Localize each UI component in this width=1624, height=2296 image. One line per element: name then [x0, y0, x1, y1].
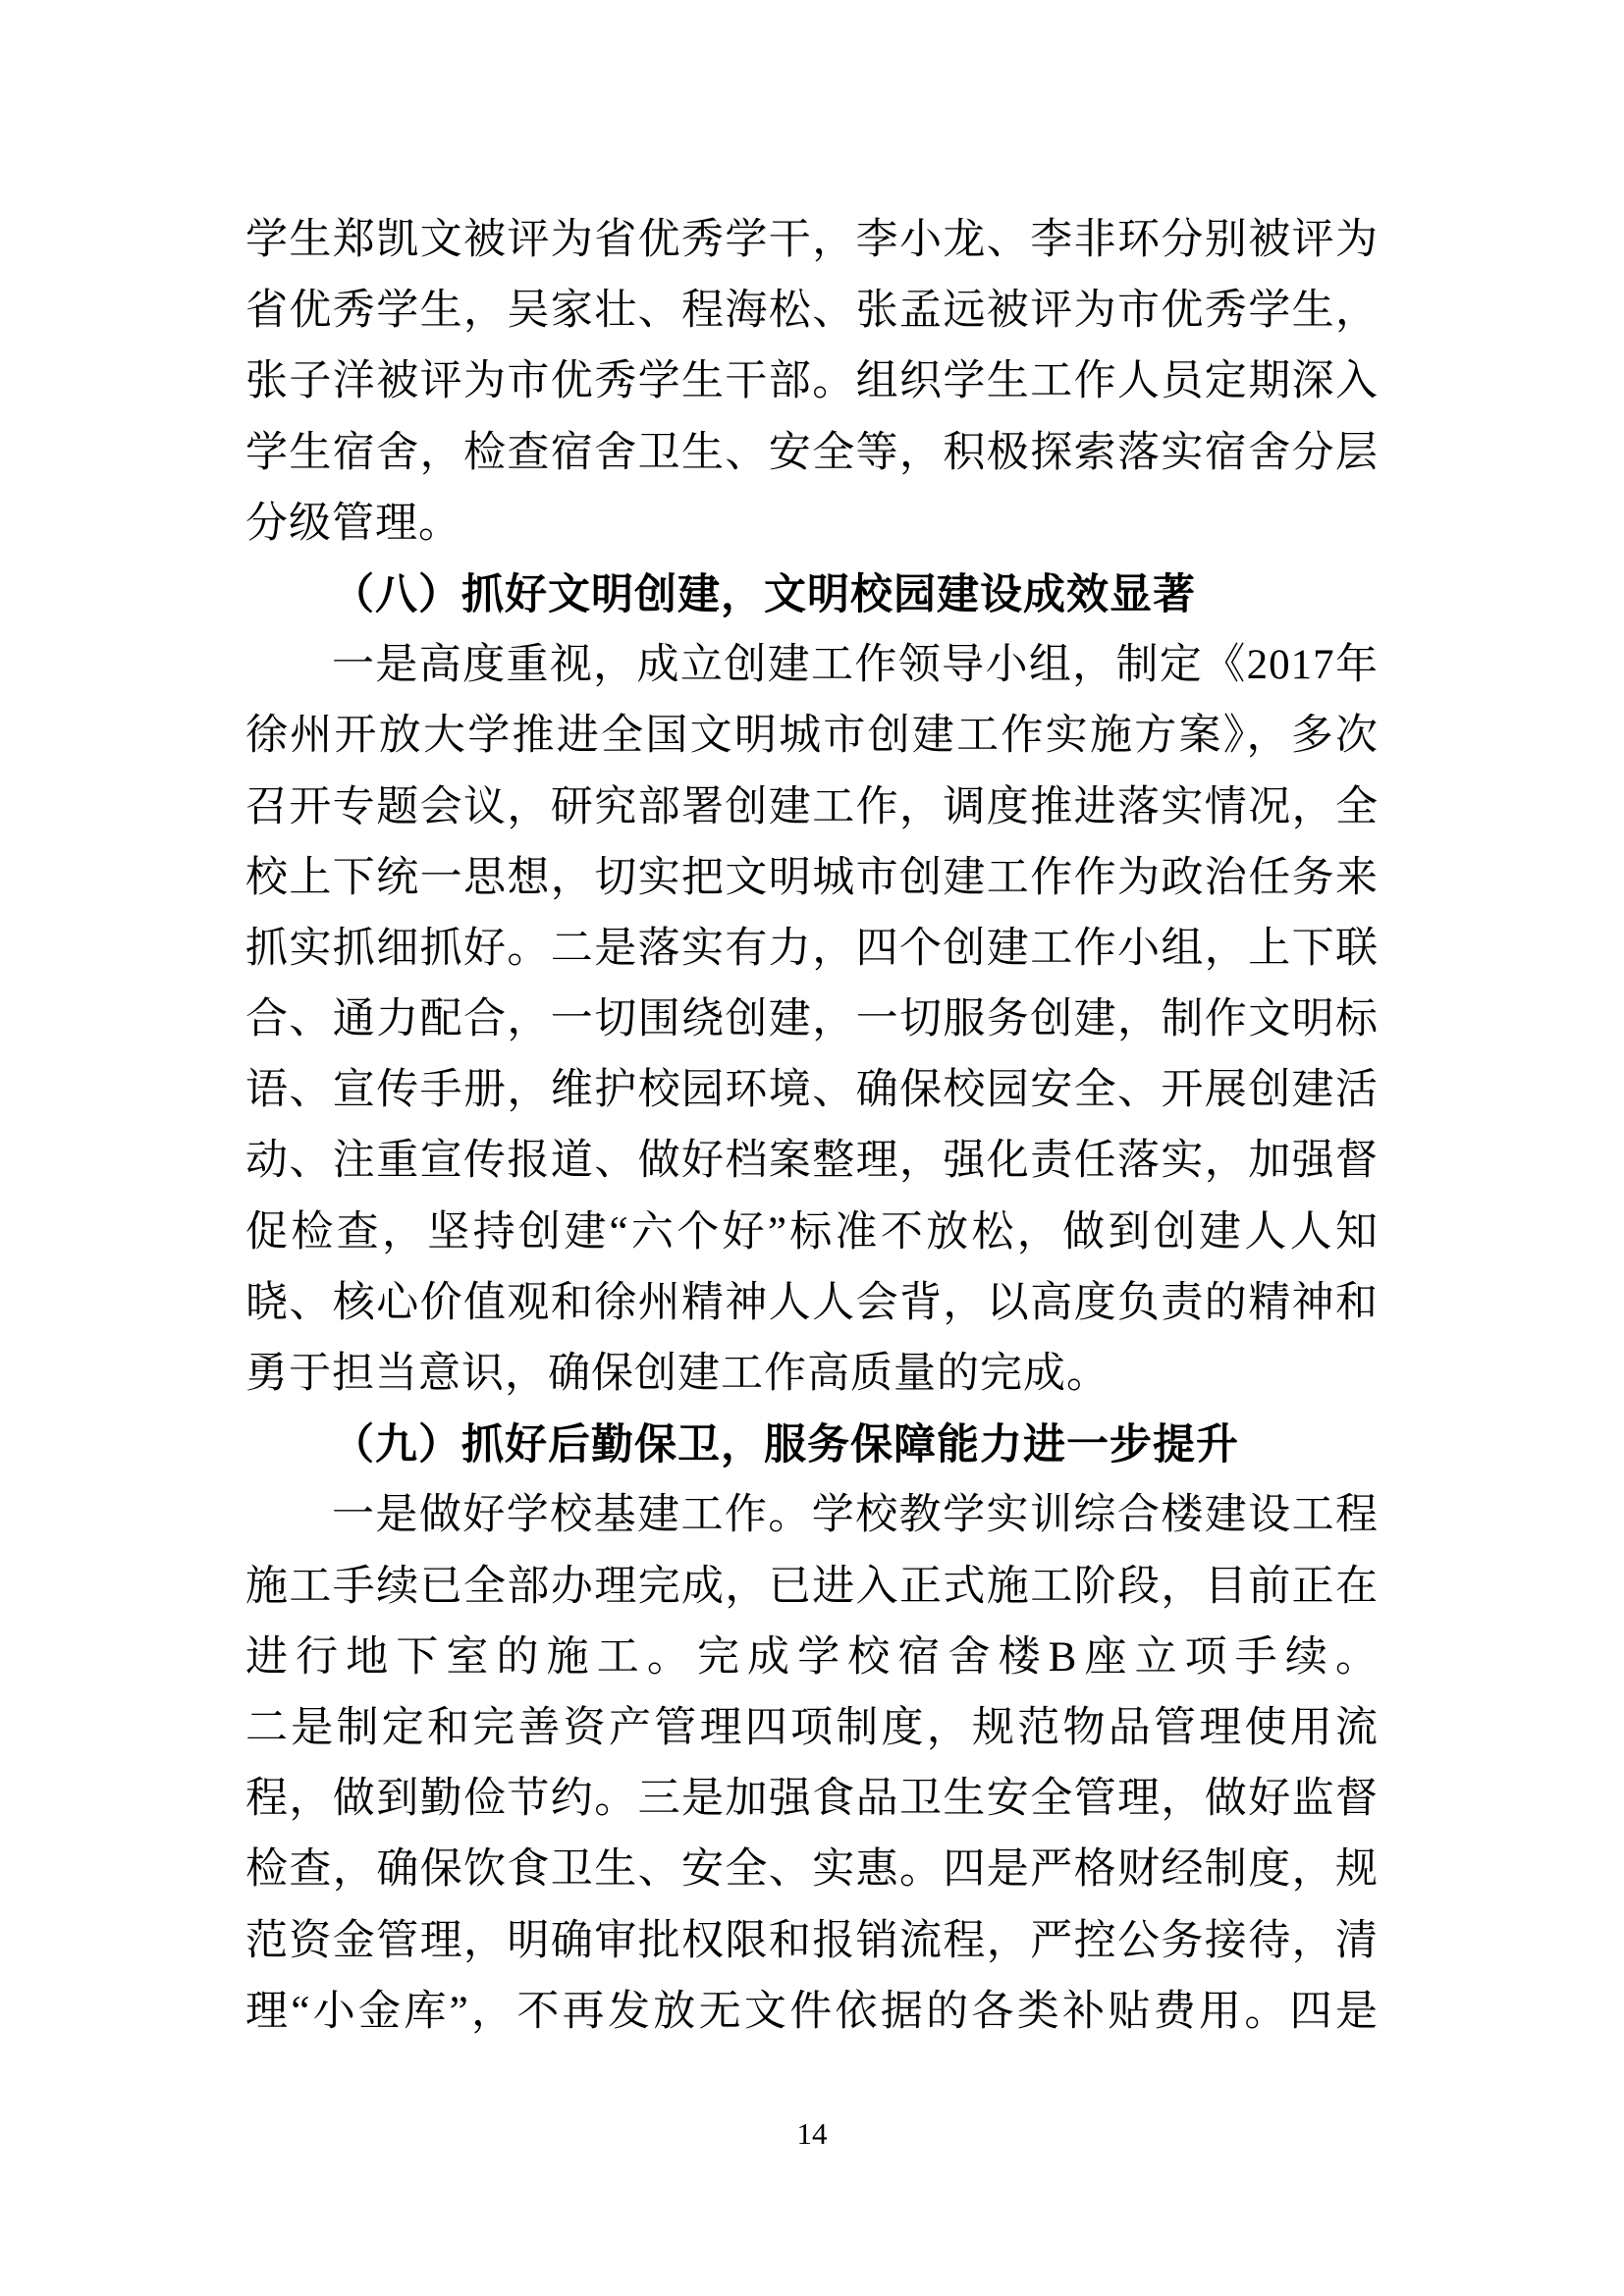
text-line: 分级管理。	[245, 500, 461, 547]
text-line: 合、通力配合，一切围绕创建，一切服务创建，制作文明标	[245, 996, 1379, 1043]
text-line: 一是高度重视，成立创建工作领导小组，制定《2017年	[332, 642, 1379, 689]
text-line: 检查，确保饮食卫生、安全、实惠。四是严格财经制度，规	[245, 1846, 1379, 1894]
text-line: 程，做到勤俭节约。三是加强食品卫生安全管理，做好监督	[245, 1776, 1379, 1823]
text-line: 动、注重宣传报道、做好档案整理，强化责任落实，加强督	[245, 1138, 1379, 1185]
text-line: 校上下统一思想，切实把文明城市创建工作作为政治任务来	[245, 854, 1379, 901]
text-line: 抓实抓细抓好。二是落实有力，四个创建工作小组，上下联	[245, 925, 1379, 972]
text-line: 进行地下室的施工。完成学校宿舍楼B座立项手续。	[245, 1633, 1379, 1681]
document-body	[245, 205, 1379, 2048]
text-line: 徐州开放大学推进全国文明城市创建工作实施方案》，多次	[245, 713, 1379, 760]
text-line: 促检查，坚持创建“六个好”标准不放松，做到创建人人知	[245, 1208, 1379, 1255]
text-line: 范资金管理，明确审批权限和报销流程，严控公务接待，清	[245, 1917, 1379, 1964]
page-number: 14	[796, 2116, 828, 2151]
text-line: 二是制定和完善资产管理四项制度，规范物品管理使用流	[245, 1704, 1379, 1751]
section-heading: （八）抓好文明创建，文明校园建设成效显著	[332, 570, 1196, 618]
text-line: 召开专题会议，研究部署创建工作，调度推进落实情况，全	[245, 783, 1379, 830]
text-line: 省优秀学生，吴家壮、程海松、张孟远被评为市优秀学生，	[245, 288, 1379, 335]
text-line: 学生宿舍，检查宿舍卫生、安全等，积极探索落实宿舍分层	[245, 429, 1379, 476]
text-line: 张子洋被评为市优秀学生干部。组织学生工作人员定期深入	[245, 358, 1379, 405]
text-line: 勇于担当意识，确保创建工作高质量的完成。	[245, 1351, 1110, 1397]
text-line: 语、宣传手册，维护校园环境、确保校园安全、开展创建活	[245, 1067, 1379, 1114]
text-line: 一是做好学校基建工作。学校教学实训综合楼建设工程	[332, 1492, 1379, 1539]
text-line: 晓、核心价值观和徐州精神人人会背，以高度负责的精神和	[245, 1279, 1379, 1326]
text-line: 理“小金库”，不再发放无文件依据的各类补贴费用。四是	[245, 1988, 1379, 2035]
section-heading: （九）抓好后勤保卫，服务保障能力进一步提升	[332, 1421, 1239, 1469]
text-line: 施工手续已全部办理完成，已进入正式施工阶段，目前正在	[245, 1563, 1379, 1610]
text-line: 学生郑凯文被评为省优秀学干，李小龙、李非环分别被评为	[245, 217, 1379, 263]
